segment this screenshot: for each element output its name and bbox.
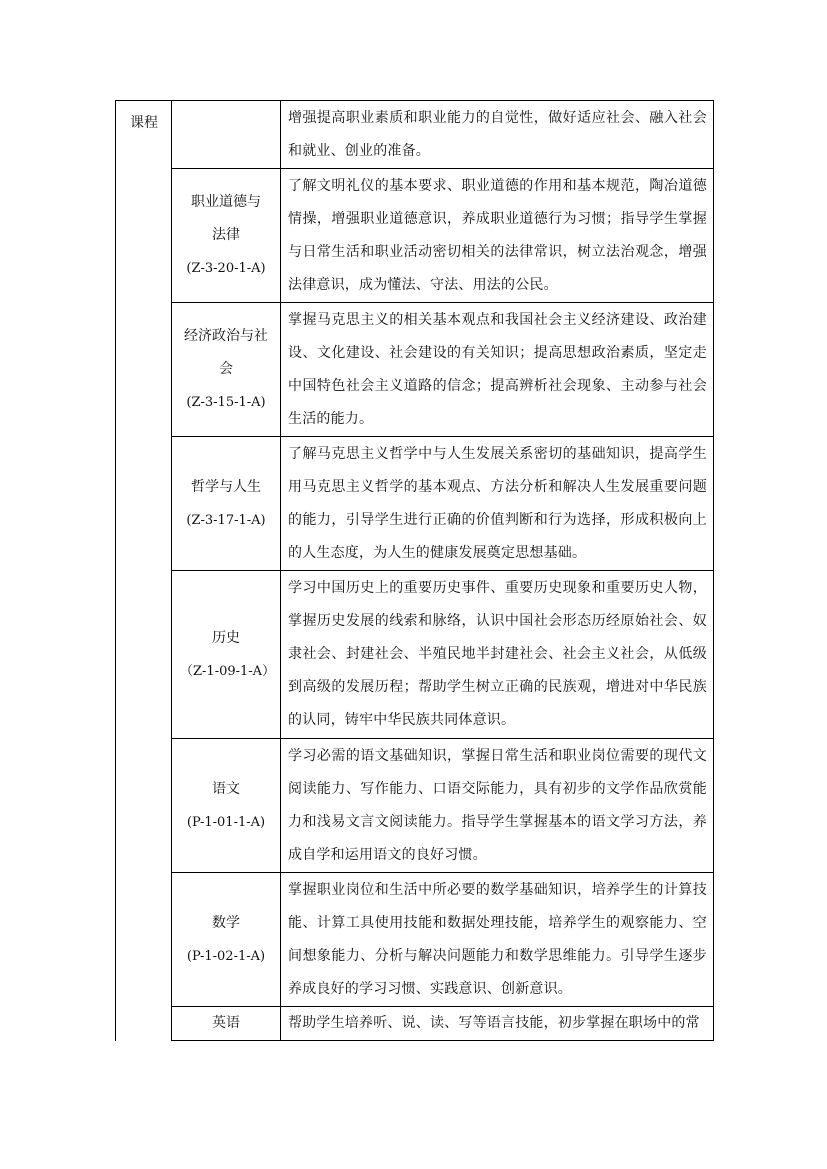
course-name-cell: [172, 303, 281, 437]
course-code: (Z-3-17-1-A): [186, 512, 266, 528]
course-description: 掌握马克思主义的相关基本观点和我国社会主义经济建设、政治建设、文化建设、社会建设的有关知识；提高思想政治素质，坚定走中国特色社会主义道路的信念；提高辨析社会现象、主动参与社会生活的能力。: [288, 311, 707, 427]
course-name: 经济政治与社会: [184, 328, 268, 377]
table-row: [172, 873, 714, 1007]
course-description-cell: [281, 571, 714, 739]
course-description: 了解文明礼仪的基本要求、职业道德的作用和基本规范，陶冶道德情操，增强职业道德意识，养成职业道德行为习惯；指导学生掌握与日常生活和职业活动密切相关的法律常识，树立法治观念，增强法律意识，成为懂法、守法、用法的公民。: [288, 177, 707, 293]
course-description-cell: [281, 437, 714, 571]
course-description: 学习中国历史上的重要历史事件、重要历史现象和重要历史人物，掌握历史发展的线索和脉络，认识中国社会形态历经原始社会、奴隶社会、封建社会、半殖民地半封建社会、社会主义社会，从低级到高级的发展历程；帮助学生树立正确的民族观，增进对中华民族的认同，铸牢中华民族共同体意识。: [288, 580, 707, 728]
course-description: 掌握职业岗位和生活中所必要的数学基础知识，培养学生的计算技能、计算工具使用技能和数据处理技能，培养学生的观察能力、空间想象能力、分析与解决问题能力和数学思维能力。引导学生逐步养成良好的学习习惯、实践意识、创新意识。: [288, 881, 707, 997]
course-description-cell: [281, 169, 714, 303]
course-description-cell: [281, 739, 714, 873]
table-row: [172, 101, 714, 169]
category-label: 课程: [130, 115, 158, 131]
table-row: [172, 303, 714, 437]
course-name: 英语: [212, 1015, 240, 1031]
table-row: [172, 169, 714, 303]
course-name-cell: [172, 571, 281, 739]
course-code: (P-1-02-1-A): [186, 948, 266, 964]
table-row: [172, 437, 714, 571]
table-row: [172, 739, 714, 873]
course-description-cell: [281, 101, 714, 169]
course-name-cell: [172, 169, 281, 303]
course-name-cell: [172, 437, 281, 571]
course-code: (Z-3-15-1-A): [186, 395, 266, 410]
course-name: 职业道德与法律: [191, 194, 261, 243]
course-name: 哲学与人生: [191, 478, 261, 495]
table-row: [172, 1007, 714, 1041]
course-code: (P-1-01-1-A): [186, 814, 266, 830]
course-description-cell: [281, 873, 714, 1007]
course-name: 历史: [212, 629, 240, 646]
course-description: 增强提高职业素质和职业能力的自觉性，做好适应社会、融入社会和就业、创业的准备。: [288, 109, 707, 159]
course-code: (Z-3-20-1-A): [186, 261, 266, 276]
course-name-cell: [172, 101, 281, 169]
course-name-cell: [172, 739, 281, 873]
course-code: （Z-1-09-1-A）: [180, 663, 276, 679]
table-row: [172, 571, 714, 739]
category-column: [115, 100, 172, 1041]
course-description-cell: [281, 303, 714, 437]
course-name: 语文: [212, 780, 240, 797]
course-description: 帮助学生培养听、说、读、写等语言技能，初步掌握在职场中的常: [288, 1015, 700, 1031]
course-description: 了解马克思主义哲学中与人生发展关系密切的基础知识，提高学生用马克思主义哲学的基本观点、方法分析和解决人生发展重要问题的能力，引导学生进行正确的价值判断和行为选择，形成积极向上的人生态度，为人生的健康发展奠定思想基础。: [288, 445, 707, 561]
course-name-cell: [172, 873, 281, 1007]
course-description: 学习必需的语文基础知识，掌握日常生活和职业岗位需要的现代文阅读能力、写作能力、口语交际能力，具有初步的文学作品欣赏能力和浅易文言文阅读能力。指导学生掌握基本的语文学习方法，养成自学和运用语文的良好习惯。: [288, 747, 707, 863]
course-name-cell: [172, 1007, 281, 1041]
course-description-cell: [281, 1007, 714, 1041]
course-name: 数学: [212, 914, 240, 931]
course-table: [171, 100, 714, 1041]
